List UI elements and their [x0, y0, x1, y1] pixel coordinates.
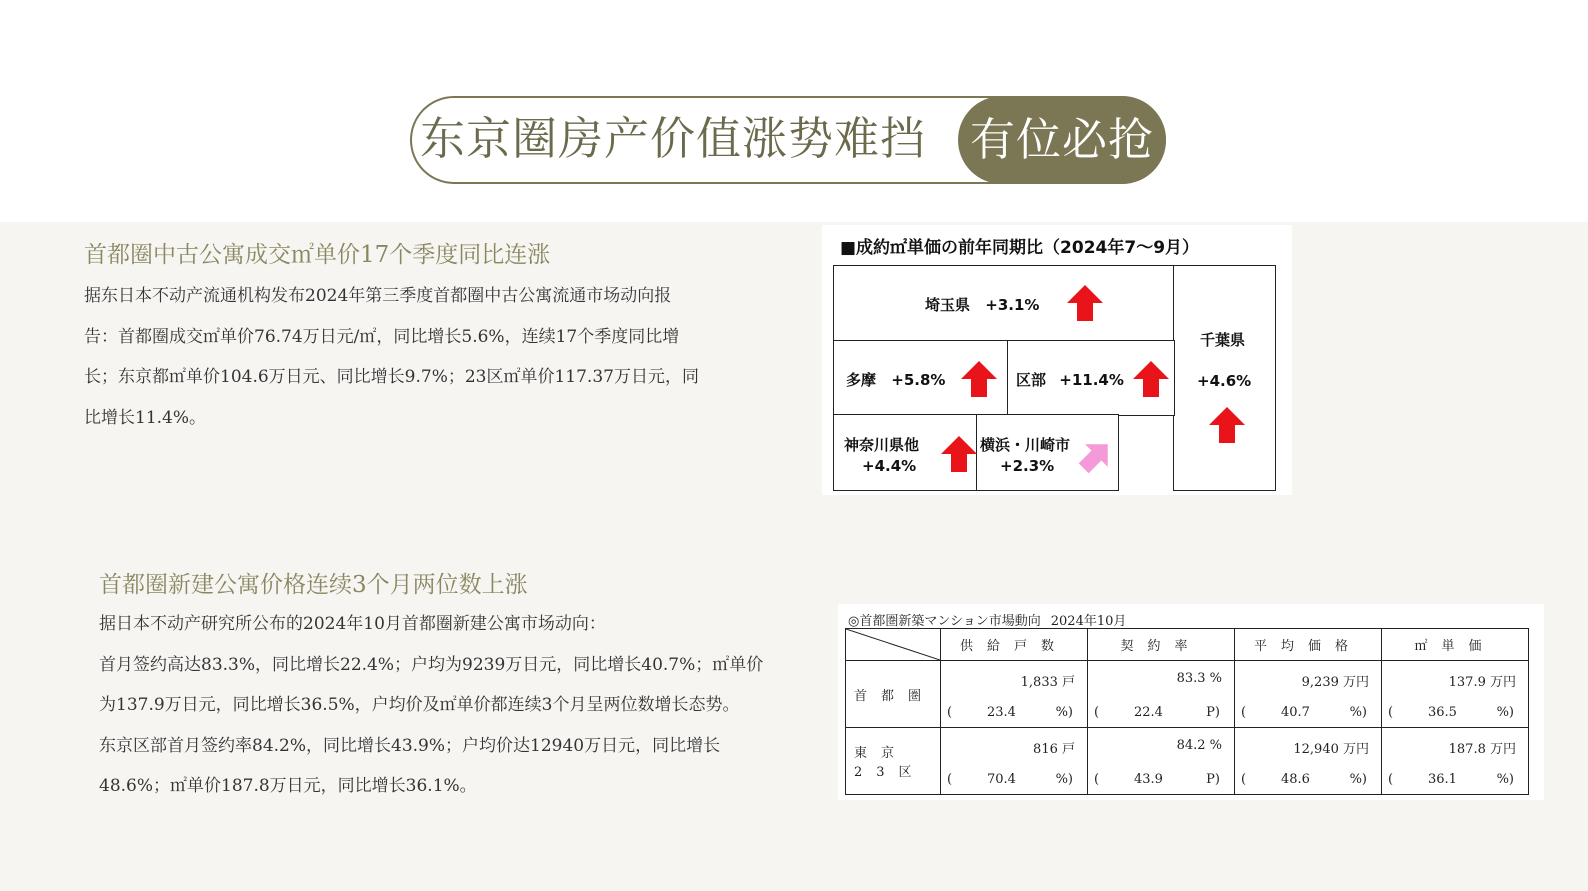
table-row	[846, 661, 1529, 728]
cell-value: 84.2 %	[1176, 738, 1222, 753]
banner-highlight-pill: 有位必抢	[958, 96, 1166, 184]
table-caption-title: ◎首都圏新築マンション市場動向	[848, 614, 1041, 629]
region-name: 区部	[1016, 371, 1047, 389]
up-arrow-icon	[939, 434, 979, 474]
table-header: 契約率	[1088, 629, 1235, 661]
cell-unit: %)	[1496, 705, 1514, 720]
cell-change: 22.4	[1134, 705, 1163, 720]
region-name: 埼玉県	[925, 296, 971, 314]
table-cell	[1088, 728, 1235, 795]
cell-value: 816 戸	[1033, 742, 1075, 757]
cell-unit: %)	[1055, 772, 1073, 787]
cell-value: 1,833 戸	[1020, 675, 1075, 690]
section2-paragraph	[99, 604, 763, 807]
section2-line: 据日本不动产研究所公布的2024年10月首都圈新建公寓市场动向：	[99, 614, 606, 634]
region-change: +11.4%	[1059, 371, 1124, 389]
section2-line: 48.6%；㎡单价187.8万日元，同比增长36.1%。	[99, 776, 477, 796]
table-cell	[1088, 661, 1235, 728]
region-change: +5.8%	[891, 371, 946, 389]
cell-change: 40.7	[1281, 705, 1310, 720]
table-header: 供給戸数	[941, 629, 1088, 661]
row-label: 首都圏	[846, 661, 941, 728]
table-cell	[1235, 661, 1382, 728]
section2-line: 首月签约高达83.3%，同比增长22.4%；户均为9239万日元，同比增长40.7%；㎡单价	[99, 654, 764, 675]
up-arrow-icon	[959, 359, 999, 399]
table-cell	[1382, 728, 1529, 795]
section1-line: 据东日本不动产流通机构发布2024年第三季度首都圈中古公寓流通市场动向报	[84, 286, 672, 306]
cell-paren: (	[947, 705, 953, 720]
cell-value: 187.8 万円	[1448, 742, 1516, 757]
section1-line: 长；东京都㎡单价104.6万日元、同比增长9.7%；23区㎡单价117.37万日元，同	[84, 367, 699, 387]
banner-title: 东京圈房产价值涨势难挡	[420, 112, 927, 165]
cell-value: 9,239 万円	[1301, 675, 1369, 690]
cell-change: 48.6	[1281, 772, 1310, 787]
table-cell	[941, 728, 1088, 795]
table-header: ㎡単価	[1382, 629, 1529, 661]
table-caption-date: 2024年10月	[1050, 614, 1127, 629]
cell-paren: (	[1388, 772, 1394, 787]
table-header-row	[846, 629, 1529, 661]
table-cell	[1382, 661, 1529, 728]
price-change-map	[822, 225, 1292, 495]
cell-paren: (	[1094, 705, 1100, 720]
section2-title: 首都圈新建公寓价格连续3个月两位数上涨	[99, 572, 528, 598]
row-label: 東京23区	[846, 728, 941, 795]
up-arrow-icon	[1065, 283, 1105, 323]
section2-line: 东京区部首月签约率84.2%，同比增长43.9%；户均价达12940万日元，同比增长	[99, 735, 721, 756]
up-arrow-icon	[1131, 359, 1171, 399]
cell-paren: (	[1241, 772, 1247, 787]
region-name: 多摩	[846, 371, 877, 389]
table-cell	[1235, 728, 1382, 795]
cell-unit: %)	[1496, 772, 1514, 787]
cell-unit: %)	[1349, 772, 1367, 787]
market-table-figure	[838, 604, 1544, 800]
cell-change: 36.1	[1428, 772, 1457, 787]
region-name: 千葉県	[1200, 331, 1246, 349]
cell-change: 43.9	[1134, 772, 1163, 787]
cell-value: 12,940 万円	[1293, 742, 1369, 757]
region-name: 横浜・川崎市	[980, 436, 1071, 454]
up-arrow-icon	[1207, 405, 1247, 445]
section1-line: 告：首都圈成交㎡单价76.74万日元/㎡，同比增长5.6%，连续17个季度同比增	[84, 326, 680, 347]
region-change: +3.1%	[985, 296, 1040, 314]
region-change: +4.6%	[1197, 372, 1252, 390]
cell-unit: P)	[1206, 705, 1220, 720]
map-caption: ■成約㎡単価の前年同期比（2024年7～9月）	[840, 238, 1200, 258]
region-change: +4.4%	[862, 457, 917, 475]
cell-change: 70.4	[987, 772, 1016, 787]
cell-change: 23.4	[987, 705, 1016, 720]
section2-line: 为137.9万日元，同比增长36.5%，户均价及㎡单价都连续3个月呈两位数增长态势。	[99, 695, 740, 715]
region-change: +2.3%	[1000, 457, 1055, 475]
table-row	[846, 728, 1529, 795]
section1-line: 比增长11.4%。	[84, 407, 207, 428]
cell-change: 36.5	[1428, 705, 1457, 720]
table-corner-cell	[846, 629, 941, 661]
cell-unit: %)	[1349, 705, 1367, 720]
cell-paren: (	[1388, 705, 1394, 720]
table-header: 平均価格	[1235, 629, 1382, 661]
cell-value: 83.3 %	[1176, 671, 1222, 686]
section1-title: 首都圈中古公寓成交㎡单价17个季度同比连涨	[84, 242, 551, 268]
cell-paren: (	[1241, 705, 1247, 720]
cell-unit: P)	[1206, 772, 1220, 787]
table-caption	[848, 610, 1126, 629]
cell-paren: (	[1094, 772, 1100, 787]
table-cell	[941, 661, 1088, 728]
cell-paren: (	[947, 772, 953, 787]
market-table	[845, 628, 1529, 795]
section1-paragraph	[84, 276, 699, 438]
cell-unit: %)	[1055, 705, 1073, 720]
cell-value: 137.9 万円	[1448, 675, 1516, 690]
region-name: 神奈川県他	[844, 436, 920, 454]
up-right-arrow-icon	[1075, 437, 1115, 477]
diagonal-line	[846, 629, 940, 660]
